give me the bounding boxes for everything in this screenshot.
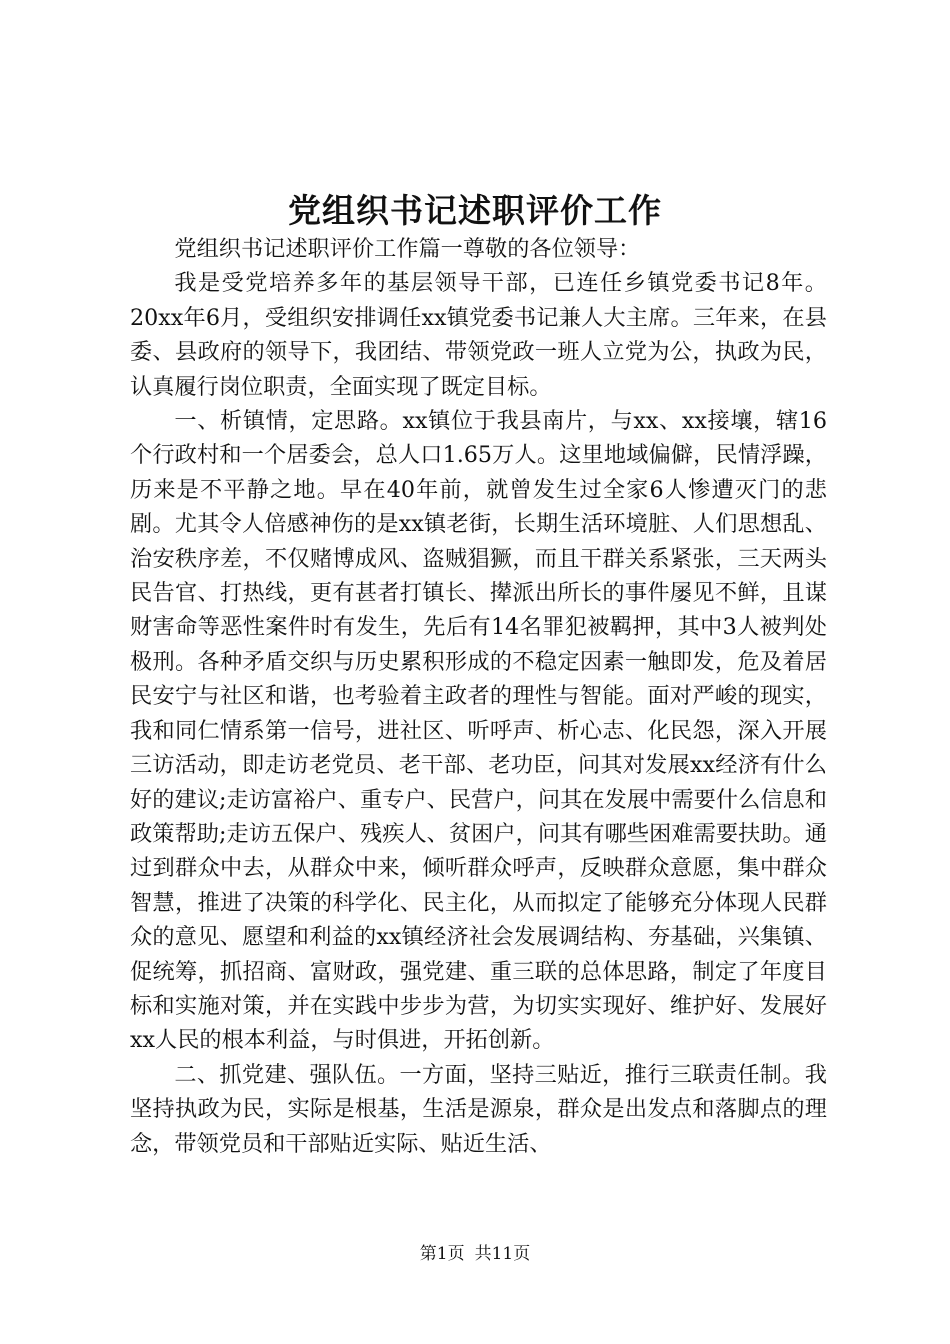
- page-footer: [0, 1242, 950, 1266]
- page-number: 第1页: [419, 1244, 465, 1264]
- paragraph-salutation: 党组织书记述职评价工作篇一尊敬的各位领导：: [174, 236, 641, 262]
- paragraph-introduction: 我是受党培养多年的基层领导干部，已连任乡镇党委书记8年。20xx年6月，受组织安排调任xx镇党委书记兼人大主席。三年来，在县委、县政府的领导下，我团结、带领党政一班人立党为公，执政为民，认真履行岗位职责，全面实现了既定目标。: [130, 270, 827, 400]
- document-title: 党组织书记述职评价工作: [288, 191, 662, 230]
- paragraph-section-one: 一、析镇情，定思路。xx镇位于我县南片，与xx、xx接壤，辖16个行政村和一个居委会，总人口1.65万人。这里地域偏僻，民情浮躁，历来是不平静之地。早在40年前，就曾发生过全家6人惨遭灭门的悲剧。尤其令人倍感神伤的是xx镇老街，长期生活环境脏、人们思想乱、治安秩序差，不仅赌博成风、盗贼猖獗，而且干群关系紧张，三天两头民告官、打热线，更有甚者打镇长、撵派出所长的事件屡见不鲜，且谋财害命等恶性案件时有发生，先后有14名罪犯被羁押，其中3人被判处极刑。各种矛盾交织与历史累积形成的不稳定因素一触即发，危及着居民安宁与社区和谐，也考验着主政者的理性与智能。面对严峻的现实，我和同仁情系第一信号，进社区、听呼声、析心志、化民怨，深入开展三访活动，即走访老党员、老干部、老功臣，问其对发展xx经济有什么好的建议;走访富裕户、重专户、民营户，问其在发展中需要什么信息和政策帮助;走访五保户、残疾人、贫困户，问其有哪些困难需要扶助。通过到群众中去，从群众中来，倾听群众呼声，反映群众意愿，集中群众智慧，推进了决策的科学化、民主化，从而拟定了能够充分体现人民群众的意见、愿望和利益的xx镇经济社会发展调结构、夯基础，兴集镇、促统筹，抓招商、富财政，强党建、重三联的总体思路，制定了年度目标和实施对策，并在实践中步步为营，为切实实现好、维护好、发展好xx人民的根本利益，与时俱进，开拓创新。: [130, 408, 827, 1054]
- document-body: [130, 232, 827, 1161]
- page-total: 共11页: [474, 1244, 531, 1264]
- paragraph-section-two: 二、抓党建、强队伍。一方面，坚持三贴近，推行三联责任制。我坚持执政为民，实际是根基，生活是源泉，群众是出发点和落脚点的理念，带领党员和干部贴近实际、贴近生活、: [130, 1061, 827, 1157]
